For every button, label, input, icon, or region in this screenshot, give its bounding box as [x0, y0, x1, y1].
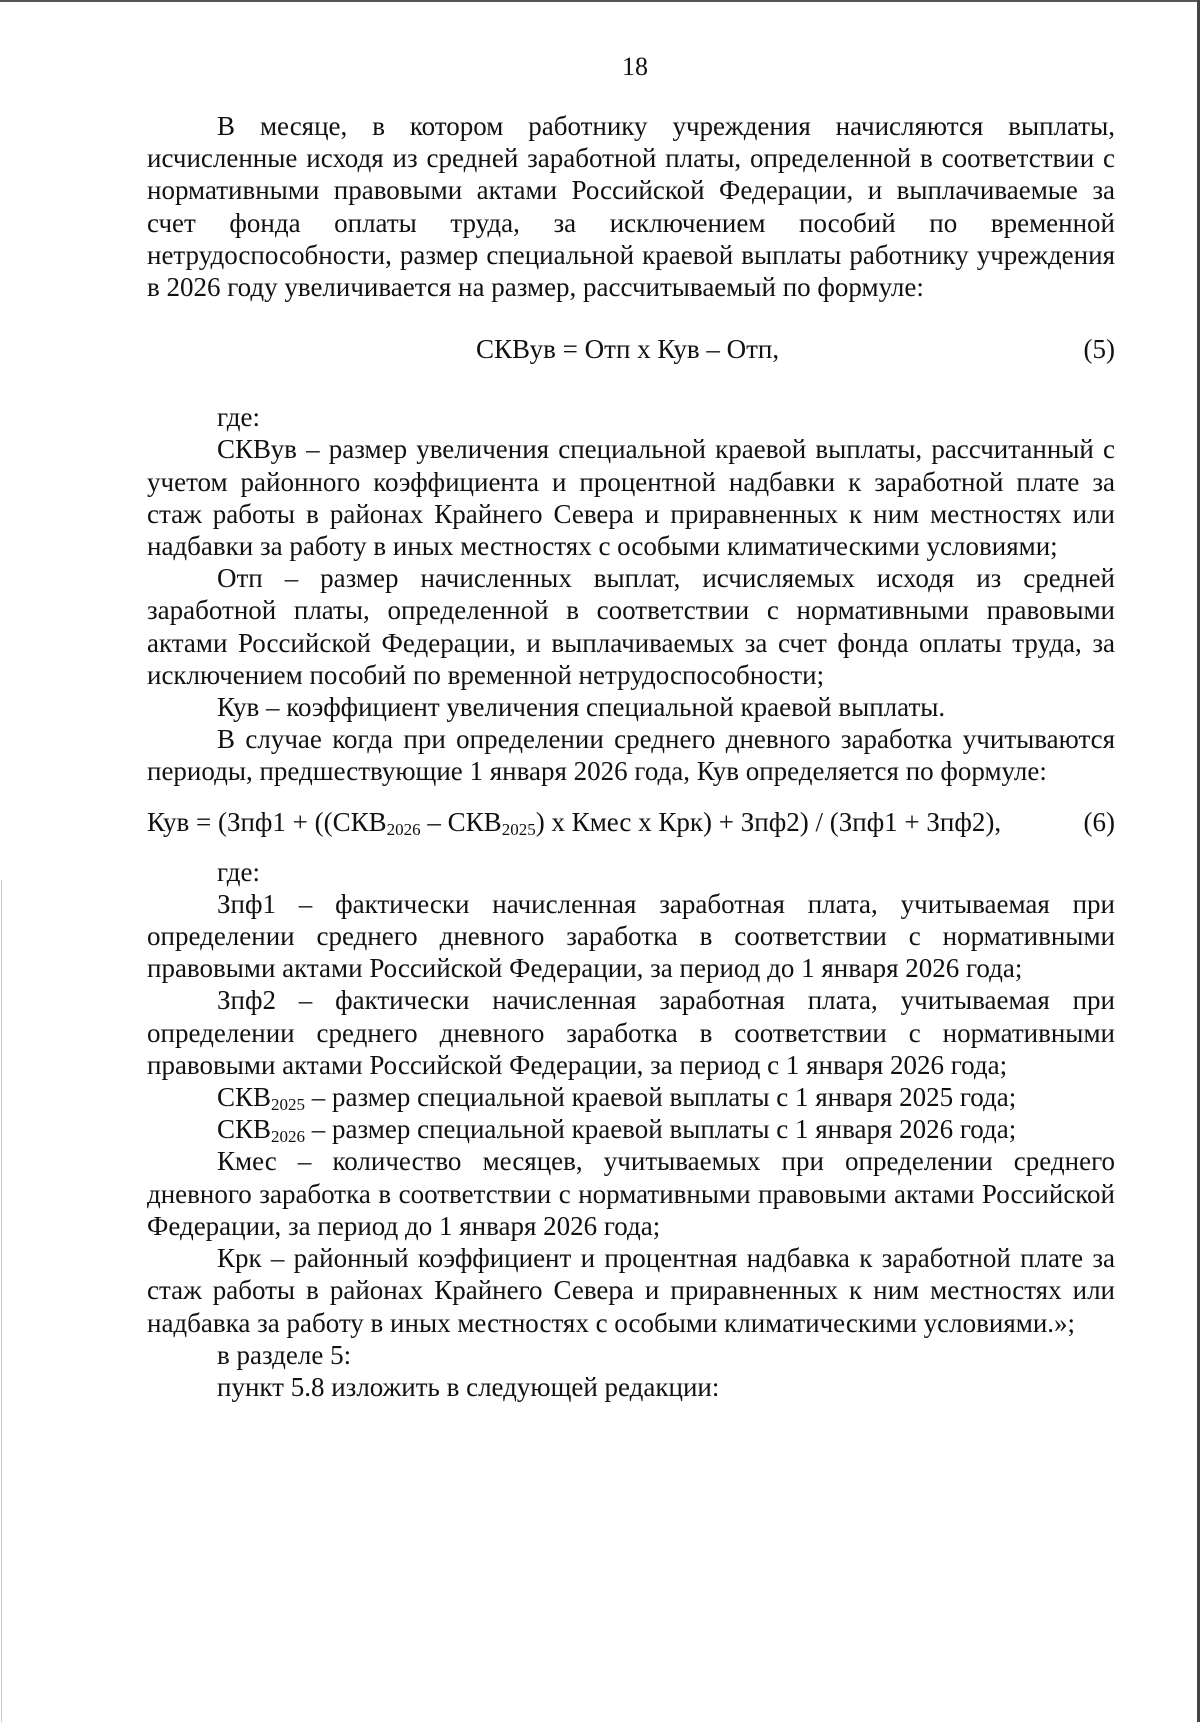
- formula-5-number: (5): [1083, 334, 1115, 365]
- definition-zpf1: Зпф1 – фактически начисленная заработная плата, учитываемая при определении среднего дневного заработка в соответствии с нормативными правовыми актами Российской Федерации, за период до 1 января 2026 года;: [147, 888, 1115, 984]
- formula-6-part1: Кув = (Зпф1 + ((СКВ: [147, 806, 387, 837]
- definition-zpf2: Зпф2 – фактически начисленная заработная плата, учитываемая при определении среднего дневного заработка в соответствии с нормативными правовыми актами Российской Федерации, за период с 1 января 2026 года;: [147, 985, 1115, 1080]
- definition-otp: Отп – размер начисленных выплат, исчисляемых исходя из средней заработной платы, определенной в соответствии с нормативными правовыми актами Российской Федерации, и выплачиваемых за счет фонда оплаты труда, за исключением пособий по временной нетрудоспособности;: [147, 563, 1115, 690]
- definition-skvuv: СКВув – размер увеличения специальной краевой выплаты, рассчитанный с учетом районного коэффициента и процентной надбавки к заработной плате за стаж работы в районах Крайнего Севера и приравненных к ним местностях или надбавки за работу в иных местностях с особыми климатическими условиями;: [147, 434, 1115, 562]
- page-number: 18: [622, 52, 648, 81]
- definition-skv2026: [147, 1113, 1115, 1145]
- skv2025-sub: 2025: [271, 1095, 306, 1115]
- skv2025-prefix: СКВ: [217, 1082, 272, 1113]
- formula-6-part3: ) х Кмес х Крк) + Зпф2) / (Зпф1 + Зпф2),: [535, 806, 1002, 837]
- formula-5-expression: СКВув = Отп х Кув – Отп,: [476, 334, 780, 365]
- formula-6-expression: [147, 806, 1001, 838]
- definition-kmes: Кмес – количество месяцев, учитываемых при определении среднего дневного заработка в соответствии с нормативными правовыми актами Российской Федерации, за период до 1 января 2026 года;: [147, 1146, 1115, 1241]
- formula-6-sub1: 2026: [386, 819, 421, 839]
- scan-left-border: [1, 880, 2, 1722]
- formula-6-part2: – СКВ: [420, 806, 502, 837]
- document-body: [147, 110, 1115, 1403]
- formula-6-sub2: 2025: [501, 819, 536, 839]
- paragraph-case: В случае когда при определении среднего дневного заработка учитываются периоды, предшествующие 1 января 2026 года, Кув определяется по формуле:: [147, 724, 1115, 787]
- clause-5-8-label: пункт 5.8 изложить в следующей редакции:: [217, 1371, 720, 1402]
- definition-krk: Крк – районный коэффициент и процентная надбавка к заработной плате за стаж работы в районах Крайнего Севера и приравненных к ним местностях или надбавка за работу в иных местностях с особыми климатическими условиями.»;: [147, 1243, 1115, 1338]
- definition-kuv: Кув – коэффициент увеличения специальной краевой выплаты.: [217, 692, 946, 723]
- formula-6-number: (6): [1083, 806, 1115, 837]
- where-label-2: где:: [217, 856, 260, 887]
- formula-6: [147, 806, 1115, 838]
- skv2025-text: – размер специальной краевой выплаты с 1 января 2025 года;: [305, 1082, 1017, 1113]
- skv2026-sub: 2026: [271, 1127, 306, 1147]
- skv2026-text: – размер специальной краевой выплаты с 1 января 2026 года;: [305, 1114, 1017, 1145]
- section-5-label: в разделе 5:: [217, 1339, 352, 1370]
- formula-5: [147, 333, 1115, 365]
- skv2026-prefix: СКВ: [217, 1114, 272, 1145]
- scan-top-border: [0, 0, 1200, 2]
- paragraph-intro: В месяце, в котором работнику учреждения начисляются выплаты, исчисленные исходя из средней заработной платы, определенной в соответствии с нормативными правовыми актами Российской Федерации, и выплачиваемые за счет фонда оплаты труда, за исключением пособий по временной нетрудоспособности, размер специальной краевой выплаты работнику учреждения в 2026 году увеличивается на размер, рассчитываемый по формуле:: [147, 111, 1115, 303]
- definition-skv2025: [147, 1081, 1115, 1113]
- where-label-1: где:: [217, 402, 260, 433]
